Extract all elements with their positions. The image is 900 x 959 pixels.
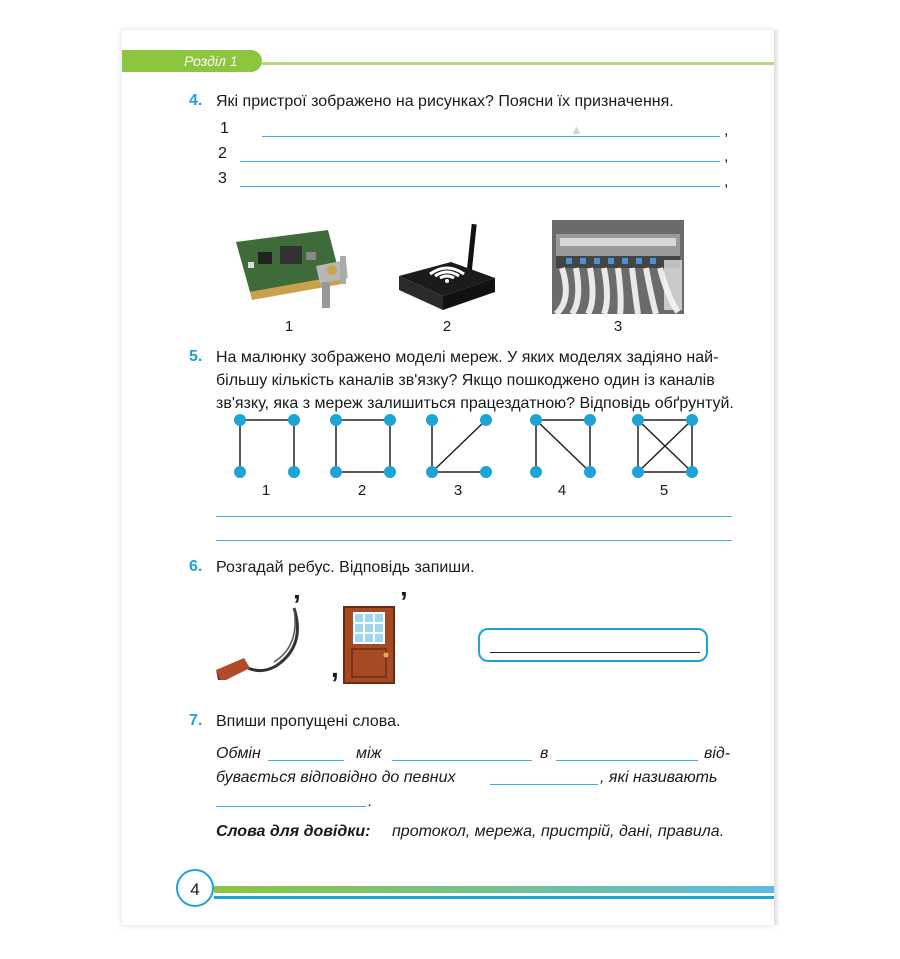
patch-panel-icon <box>552 220 684 314</box>
q7-row2-end: , які називають <box>600 769 718 786</box>
q4-line-1-comma: , <box>724 122 729 139</box>
q5-answer-line-1[interactable] <box>216 516 732 517</box>
q5-answer-line-2[interactable] <box>216 540 732 541</box>
q5-model-label-1: 1 <box>261 482 271 499</box>
page-edge <box>774 30 780 925</box>
q5-model-label-5: 5 <box>659 482 669 499</box>
q7-blank-1[interactable] <box>268 760 344 761</box>
q7-blank-3[interactable] <box>556 760 698 761</box>
q7-row3-end: . <box>368 793 373 810</box>
q4-image-label-1: 1 <box>284 318 294 335</box>
door-icon <box>342 605 396 685</box>
q7-word-mizh: між <box>356 745 382 762</box>
q7-text: Впиши пропущені слова. <box>216 713 401 730</box>
q4-image-label-3: 3 <box>613 318 623 335</box>
q4-answer-line-2[interactable] <box>240 161 720 162</box>
q7-word-vid: від- <box>704 745 731 762</box>
q5-text-line-2: більшу кількість каналів зв'язку? Якщо пошкоджено один із каналів <box>216 372 715 389</box>
sickle-icon <box>214 606 304 680</box>
q4-image-label-2: 2 <box>442 318 452 335</box>
q7-hint-label: Слова для довідки: <box>216 823 371 840</box>
q7-blank-5[interactable] <box>216 806 366 807</box>
q7-hint-words: протокол, мережа, пристрій, дані, правила. <box>392 823 725 840</box>
q5-model-label-2: 2 <box>357 482 367 499</box>
rebus-apostrophe-1: ’ <box>293 589 301 620</box>
rebus-answer-box[interactable] <box>478 628 708 662</box>
q4-line-2-number: 2 <box>218 145 227 162</box>
network-models-diagram <box>226 410 702 480</box>
footer-bar <box>214 886 774 893</box>
q4-answer-line-3[interactable] <box>240 186 720 187</box>
q6-number: 6. <box>189 558 203 575</box>
q4-number: 4. <box>189 92 203 109</box>
network-card-icon <box>228 222 352 314</box>
q6-text: Розгадай ребус. Відповідь запиши. <box>216 559 475 576</box>
q4-line-1-number: 1 <box>220 120 229 137</box>
page-number: 4 <box>176 869 214 907</box>
router-icon <box>397 220 497 312</box>
q5-text-line-3: зв'язку, яка з мереж залишиться працездатною? Відповідь обґрунтуй. <box>216 395 734 412</box>
q4-answer-line-1[interactable] <box>262 136 720 137</box>
rebus-answer-line[interactable] <box>490 652 700 653</box>
footer-bar-line <box>214 896 774 899</box>
q5-text-line-1: На малюнку зображено моделі мереж. У яких моделях задіяно най- <box>216 349 719 366</box>
q7-number: 7. <box>189 712 203 729</box>
rebus-apostrophe-2: ’ <box>400 586 408 617</box>
q4-line-3-number: 3 <box>218 170 227 187</box>
q5-model-label-3: 3 <box>453 482 463 499</box>
q7-word-obmin: Обмін <box>216 745 261 762</box>
q5-model-label-4: 4 <box>557 482 567 499</box>
q7-word-v: в <box>540 745 549 762</box>
rebus-comma: , <box>331 652 339 683</box>
q4-line-2-comma: , <box>724 148 729 165</box>
q5-number: 5. <box>189 348 203 365</box>
q7-blank-4[interactable] <box>490 784 598 785</box>
section-tab: Розділ 1 <box>122 50 262 72</box>
q4-line-3-comma: , <box>724 173 729 190</box>
q4-text: Які пристрої зображено на рисунках? Поясни їх призначення. <box>216 93 674 110</box>
header-line <box>262 62 774 65</box>
q7-row2-text: бувається відповідно до певних <box>216 769 456 786</box>
bleed-through: ▲ <box>570 122 583 137</box>
q7-blank-2[interactable] <box>392 760 532 761</box>
